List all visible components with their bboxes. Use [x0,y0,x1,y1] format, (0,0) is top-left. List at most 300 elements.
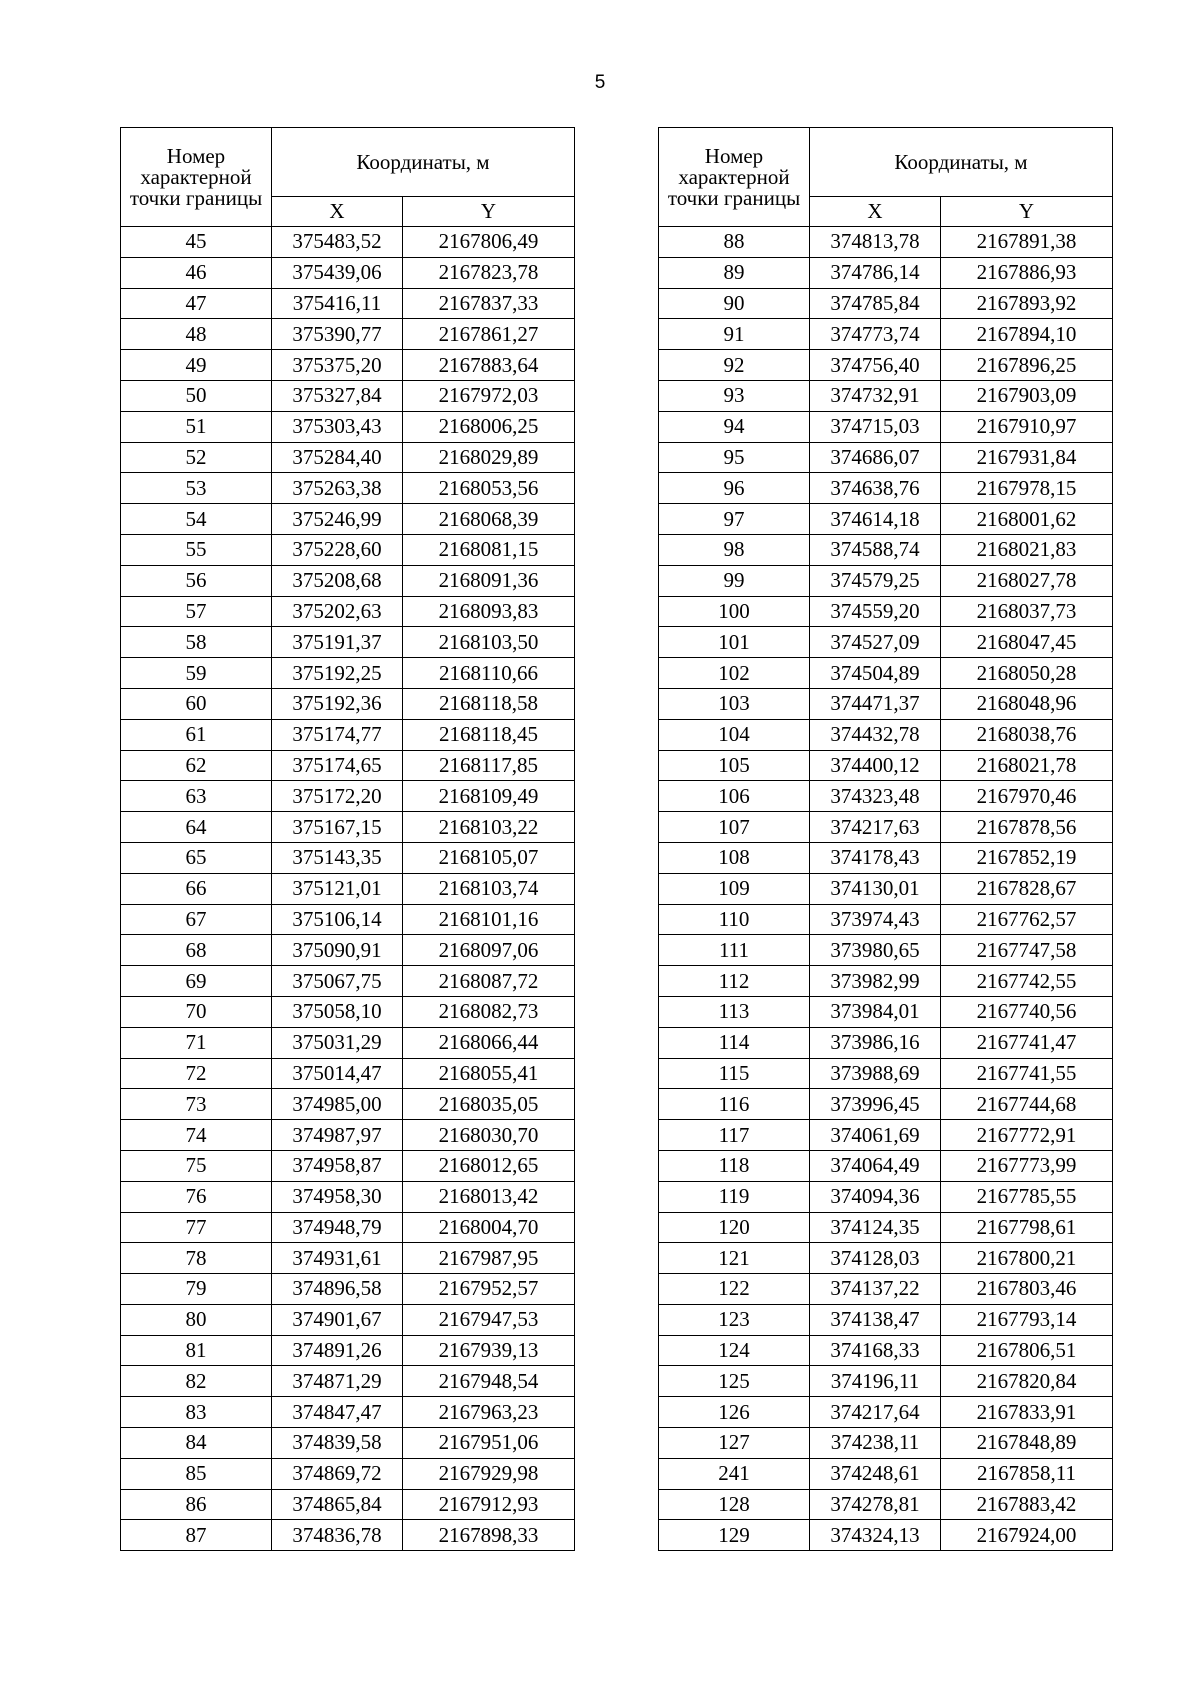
table-row [121,1212,575,1243]
table-row [659,350,1113,381]
cell-x: 374958,30 [272,1181,403,1212]
table-row [659,1335,1113,1366]
cell-x: 374985,00 [272,1089,403,1120]
table-row [121,1089,575,1120]
cell-x: 375416,11 [272,288,403,319]
table-row [659,1243,1113,1274]
table-row [659,319,1113,350]
cell-y: 2167896,25 [941,350,1113,381]
table-row [121,1058,575,1089]
cell-y: 2167747,58 [941,935,1113,966]
cell-y: 2167898,33 [403,1520,575,1551]
cell-point-number: 83 [121,1397,272,1428]
cell-x: 373974,43 [810,904,941,935]
cell-x: 374865,84 [272,1489,403,1520]
table-row [659,1120,1113,1151]
cell-y: 2167848,89 [941,1428,1113,1459]
cell-y: 2167893,92 [941,288,1113,319]
table-row [121,565,575,596]
cell-y: 2167803,46 [941,1274,1113,1305]
table-row [121,380,575,411]
cell-y: 2168117,85 [403,750,575,781]
table-row [659,812,1113,843]
cell-point-number: 66 [121,873,272,904]
cell-y: 2167837,33 [403,288,575,319]
cell-y: 2168103,50 [403,627,575,658]
cell-point-number: 81 [121,1335,272,1366]
cell-y: 2168093,83 [403,596,575,627]
cell-y: 2167903,09 [941,380,1113,411]
cell-point-number: 125 [659,1366,810,1397]
cell-y: 2168082,73 [403,996,575,1027]
table-body [659,227,1113,1551]
cell-y: 2167894,10 [941,319,1113,350]
cell-point-number: 67 [121,904,272,935]
cell-x: 374785,84 [810,288,941,319]
cell-x: 374987,97 [272,1120,403,1151]
cell-point-number: 69 [121,966,272,997]
cell-y: 2167948,54 [403,1366,575,1397]
table-row [659,658,1113,689]
cell-point-number: 59 [121,658,272,689]
table-row [121,1181,575,1212]
table-row [121,1428,575,1459]
cell-point-number: 62 [121,750,272,781]
cell-y: 2167987,95 [403,1243,575,1274]
cell-x: 374238,11 [810,1428,941,1459]
cell-point-number: 93 [659,380,810,411]
cell-y: 2168110,66 [403,658,575,689]
table-row [121,781,575,812]
table-row [121,1120,575,1151]
cell-point-number: 47 [121,288,272,319]
table-row [121,1335,575,1366]
cell-x: 374137,22 [810,1274,941,1305]
cell-point-number: 120 [659,1212,810,1243]
cell-y: 2167861,27 [403,319,575,350]
table-row [121,411,575,442]
cell-y: 2167772,91 [941,1120,1113,1151]
cell-x: 374128,03 [810,1243,941,1274]
cell-point-number: 70 [121,996,272,1027]
table-row [659,473,1113,504]
table-row [121,1366,575,1397]
table-row [659,227,1113,258]
header-y: Y [403,197,575,227]
cell-point-number: 58 [121,627,272,658]
cell-point-number: 241 [659,1458,810,1489]
cell-x: 375303,43 [272,411,403,442]
cell-x: 375375,20 [272,350,403,381]
cell-x: 375058,10 [272,996,403,1027]
table-row [121,1304,575,1335]
cell-point-number: 126 [659,1397,810,1428]
table-row [121,750,575,781]
table-row [659,1181,1113,1212]
cell-x: 374588,74 [810,534,941,565]
cell-y: 2168006,25 [403,411,575,442]
cell-y: 2167886,93 [941,257,1113,288]
cell-x: 375246,99 [272,504,403,535]
cell-point-number: 101 [659,627,810,658]
cell-y: 2167931,84 [941,442,1113,473]
cell-y: 2168097,06 [403,935,575,966]
cell-y: 2167883,42 [941,1489,1113,1520]
cell-point-number: 48 [121,319,272,350]
cell-point-number: 75 [121,1150,272,1181]
table-row [659,627,1113,658]
cell-y: 2168029,89 [403,442,575,473]
cell-y: 2167820,84 [941,1366,1113,1397]
cell-point-number: 80 [121,1304,272,1335]
cell-y: 2168035,05 [403,1089,575,1120]
table-row [659,1304,1113,1335]
cell-x: 374715,03 [810,411,941,442]
cell-y: 2168103,74 [403,873,575,904]
cell-y: 2168118,58 [403,688,575,719]
cell-x: 374217,63 [810,812,941,843]
table-row [659,1428,1113,1459]
cell-y: 2168053,56 [403,473,575,504]
table-row [659,1027,1113,1058]
cell-x: 374323,48 [810,781,941,812]
cell-y: 2167929,98 [403,1458,575,1489]
table-row [659,442,1113,473]
cell-y: 2167978,15 [941,473,1113,504]
cell-y: 2167912,93 [403,1489,575,1520]
cell-y: 2168038,76 [941,719,1113,750]
table-row [659,1089,1113,1120]
cell-x: 375143,35 [272,842,403,873]
cell-x: 375090,91 [272,935,403,966]
coordinates-table-right [658,127,1113,1551]
table-row [659,504,1113,535]
cell-y: 2167939,13 [403,1335,575,1366]
cell-x: 374432,78 [810,719,941,750]
cell-y: 2168087,72 [403,966,575,997]
cell-point-number: 122 [659,1274,810,1305]
cell-x: 375121,01 [272,873,403,904]
cell-y: 2168050,28 [941,658,1113,689]
cell-point-number: 99 [659,565,810,596]
table-row [121,473,575,504]
cell-y: 2167952,57 [403,1274,575,1305]
cell-x: 374324,13 [810,1520,941,1551]
cell-x: 374278,81 [810,1489,941,1520]
header-x: X [810,197,941,227]
cell-x: 375439,06 [272,257,403,288]
cell-point-number: 96 [659,473,810,504]
table-row [121,935,575,966]
table-row [659,1150,1113,1181]
cell-x: 374948,79 [272,1212,403,1243]
cell-point-number: 76 [121,1181,272,1212]
table-row [121,658,575,689]
cell-x: 375483,52 [272,227,403,258]
cell-point-number: 95 [659,442,810,473]
cell-point-number: 78 [121,1243,272,1274]
cell-x: 375228,60 [272,534,403,565]
cell-point-number: 129 [659,1520,810,1551]
cell-point-number: 90 [659,288,810,319]
cell-y: 2168109,49 [403,781,575,812]
cell-y: 2168091,36 [403,565,575,596]
cell-x: 374839,58 [272,1428,403,1459]
cell-x: 373986,16 [810,1027,941,1058]
cell-point-number: 97 [659,504,810,535]
cell-point-number: 98 [659,534,810,565]
table-row [659,904,1113,935]
cell-x: 375174,65 [272,750,403,781]
cell-y: 2168037,73 [941,596,1113,627]
cell-point-number: 121 [659,1243,810,1274]
cell-point-number: 94 [659,411,810,442]
table-row [659,380,1113,411]
cell-point-number: 110 [659,904,810,935]
table-row [659,1366,1113,1397]
cell-x: 375172,20 [272,781,403,812]
cell-x: 374732,91 [810,380,941,411]
table-row [121,596,575,627]
cell-y: 2167858,11 [941,1458,1113,1489]
cell-x: 374931,61 [272,1243,403,1274]
table-row [121,1150,575,1181]
cell-y: 2168068,39 [403,504,575,535]
cell-point-number: 72 [121,1058,272,1089]
cell-point-number: 115 [659,1058,810,1089]
cell-x: 374891,26 [272,1335,403,1366]
cell-y: 2167878,56 [941,812,1113,843]
cell-point-number: 103 [659,688,810,719]
table-row [659,565,1113,596]
cell-y: 2168001,62 [941,504,1113,535]
cell-x: 374061,69 [810,1120,941,1151]
table-row [659,1212,1113,1243]
cell-y: 2167833,91 [941,1397,1113,1428]
cell-point-number: 52 [121,442,272,473]
cell-y: 2168021,78 [941,750,1113,781]
cell-point-number: 56 [121,565,272,596]
cell-point-number: 73 [121,1089,272,1120]
cell-x: 374168,33 [810,1335,941,1366]
table-row [659,873,1113,904]
cell-y: 2168103,22 [403,812,575,843]
cell-x: 374756,40 [810,350,941,381]
cell-point-number: 102 [659,658,810,689]
cell-x: 375191,37 [272,627,403,658]
cell-y: 2168055,41 [403,1058,575,1089]
cell-x: 373982,99 [810,966,941,997]
cell-x: 374901,67 [272,1304,403,1335]
cell-y: 2168013,42 [403,1181,575,1212]
cell-y: 2168118,45 [403,719,575,750]
table-row [659,1520,1113,1551]
table-row [121,873,575,904]
cell-point-number: 114 [659,1027,810,1058]
cell-y: 2168101,16 [403,904,575,935]
cell-x: 374400,12 [810,750,941,781]
cell-point-number: 74 [121,1120,272,1151]
table-body [121,227,575,1551]
cell-point-number: 111 [659,935,810,966]
table-row [659,781,1113,812]
cell-y: 2167910,97 [941,411,1113,442]
cell-y: 2167742,55 [941,966,1113,997]
cell-point-number: 82 [121,1366,272,1397]
cell-x: 374138,47 [810,1304,941,1335]
header-y: Y [941,197,1113,227]
table-row [121,1458,575,1489]
cell-point-number: 86 [121,1489,272,1520]
cell-y: 2168105,07 [403,842,575,873]
table-row [121,904,575,935]
cell-y: 2167800,21 [941,1243,1113,1274]
table-row [121,966,575,997]
header-coordinates: Координаты, м [810,128,1113,197]
cell-y: 2167891,38 [941,227,1113,258]
cell-x: 374217,64 [810,1397,941,1428]
cell-y: 2167963,23 [403,1397,575,1428]
table-row [121,350,575,381]
cell-point-number: 65 [121,842,272,873]
cell-y: 2168030,70 [403,1120,575,1151]
cell-point-number: 92 [659,350,810,381]
cell-x: 374124,35 [810,1212,941,1243]
table-row [659,842,1113,873]
table-row [121,812,575,843]
cell-x: 374638,76 [810,473,941,504]
header-point-number: Номер характерной точки границы [121,128,272,227]
cell-y: 2167806,51 [941,1335,1113,1366]
cell-point-number: 53 [121,473,272,504]
table-row [659,534,1113,565]
cell-y: 2167740,56 [941,996,1113,1027]
cell-x: 374813,78 [810,227,941,258]
cell-point-number: 89 [659,257,810,288]
cell-x: 374686,07 [810,442,941,473]
cell-y: 2168021,83 [941,534,1113,565]
cell-y: 2168012,65 [403,1150,575,1181]
table-row [121,1397,575,1428]
table-row [659,996,1113,1027]
cell-point-number: 63 [121,781,272,812]
header-x: X [272,197,403,227]
table-row [659,411,1113,442]
cell-x: 375284,40 [272,442,403,473]
table-row [659,719,1113,750]
cell-point-number: 107 [659,812,810,843]
cell-point-number: 108 [659,842,810,873]
cell-y: 2167785,55 [941,1181,1113,1212]
cell-y: 2167828,67 [941,873,1113,904]
cell-point-number: 60 [121,688,272,719]
cell-x: 374130,01 [810,873,941,904]
cell-y: 2167793,14 [941,1304,1113,1335]
cell-y: 2167773,99 [941,1150,1113,1181]
cell-point-number: 118 [659,1150,810,1181]
cell-x: 375202,63 [272,596,403,627]
table-row [121,319,575,350]
cell-y: 2167972,03 [403,380,575,411]
cell-y: 2168066,44 [403,1027,575,1058]
cell-y: 2167852,19 [941,842,1113,873]
cell-x: 375390,77 [272,319,403,350]
table-row [659,750,1113,781]
cell-point-number: 100 [659,596,810,627]
cell-x: 375174,77 [272,719,403,750]
cell-x: 374836,78 [272,1520,403,1551]
cell-x: 373996,45 [810,1089,941,1120]
page-number: 5 [594,72,606,93]
table-row [121,1243,575,1274]
cell-point-number: 123 [659,1304,810,1335]
cell-point-number: 88 [659,227,810,258]
cell-x: 374786,14 [810,257,941,288]
table-row [121,442,575,473]
table-row [659,935,1113,966]
cell-point-number: 45 [121,227,272,258]
cell-x: 373988,69 [810,1058,941,1089]
cell-x: 375014,47 [272,1058,403,1089]
cell-x: 375031,29 [272,1027,403,1058]
cell-x: 374527,09 [810,627,941,658]
cell-x: 375327,84 [272,380,403,411]
table-row [121,688,575,719]
table-row [659,596,1113,627]
header-coordinates: Координаты, м [272,128,575,197]
cell-point-number: 119 [659,1181,810,1212]
cell-y: 2167970,46 [941,781,1113,812]
table-row [121,996,575,1027]
cell-x: 374559,20 [810,596,941,627]
cell-y: 2168004,70 [403,1212,575,1243]
header-point-number: Номер характерной точки границы [659,128,810,227]
cell-x: 374248,61 [810,1458,941,1489]
cell-point-number: 87 [121,1520,272,1551]
cell-point-number: 124 [659,1335,810,1366]
cell-y: 2167744,68 [941,1089,1113,1120]
cell-point-number: 113 [659,996,810,1027]
cell-point-number: 116 [659,1089,810,1120]
cell-x: 374871,29 [272,1366,403,1397]
cell-point-number: 85 [121,1458,272,1489]
cell-x: 374958,87 [272,1150,403,1181]
cell-y: 2167806,49 [403,227,575,258]
table-row [659,1458,1113,1489]
table-row [121,627,575,658]
table-row [121,1520,575,1551]
table-row [659,1489,1113,1520]
table-row [659,966,1113,997]
cell-x: 374178,43 [810,842,941,873]
table-row [121,1489,575,1520]
coordinates-table-left [120,127,575,1551]
table-row [659,1397,1113,1428]
cell-x: 375192,36 [272,688,403,719]
cell-x: 375067,75 [272,966,403,997]
cell-point-number: 109 [659,873,810,904]
cell-y: 2167924,00 [941,1520,1113,1551]
cell-x: 375106,14 [272,904,403,935]
cell-point-number: 61 [121,719,272,750]
cell-y: 2167823,78 [403,257,575,288]
cell-point-number: 127 [659,1428,810,1459]
cell-x: 374504,89 [810,658,941,689]
cell-x: 374196,11 [810,1366,941,1397]
cell-x: 374579,25 [810,565,941,596]
cell-y: 2168048,96 [941,688,1113,719]
cell-x: 375167,15 [272,812,403,843]
